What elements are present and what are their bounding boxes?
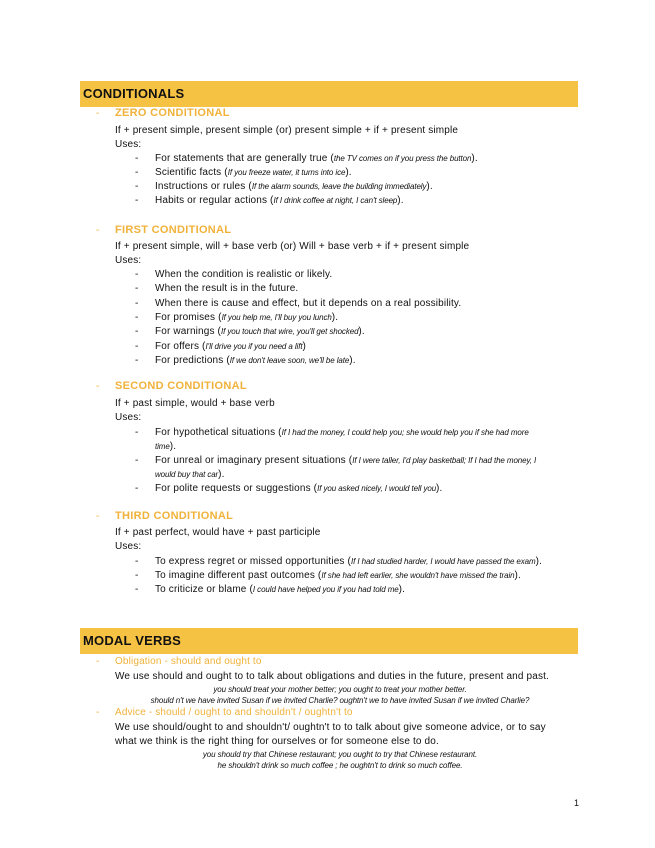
bullet-item: For promises (If you help me, I'll buy you lunch). [155,311,339,323]
advice-title: Advice - should / ought to and shouldn't / oughtn't to [115,707,353,718]
bullet-item: For predictions (If we don't leave soon, we'll be late). [155,354,356,366]
example-text: If I had studied harder, I would have passed the exam [350,557,536,566]
example-text: I'll drive you if you need a lift [205,341,303,351]
third-conditional-title: THIRD CONDITIONAL [115,510,234,522]
second-uses-label: Uses: [115,412,142,423]
obligation-example-2: should n't we have invited Susan if we invited Charlie? oughtn't we to have invited Susan if we invited Charlie? [150,696,530,705]
bullet-dash: - [135,283,139,295]
example-text: If you touch that wire, you'll get shocked [221,327,359,337]
bullet-item: To criticize or blame (I could have helped you if you had told me). [155,584,406,595]
obligation-example-1: you should treat your mother better; you ought to treat your mother better. [213,685,467,694]
zero-formula: If + present simple, present simple (or) present simple + if + present simple [115,125,459,136]
heading-dash: - [96,381,100,392]
second-formula: If + past simple, would + base verb [115,398,275,409]
bullet-dash: - [135,181,139,192]
second-bullet-polite: For polite requests or suggestions (If you asked nicely, I would tell you). [155,483,443,494]
obligation-text: We use should and ought to to talk about obligations and duties in the future, present and past. [115,671,549,682]
bullet-item: Scientific facts (If you freeze water, it turns into ice). [155,167,352,178]
example-text: If I had the money, I could help you; she would help you if she had more [281,428,529,437]
zero-uses-label: Uses: [115,139,142,150]
bullet-dash: - [135,297,139,309]
second-bullet-hypothetical-cont: time). [155,441,177,452]
example-text: I could have helped you if you had told me [252,585,399,594]
second-bullet-hypothetical: For hypothetical situations (If I had the money, I could help you; she would help you if she had more [155,427,529,438]
example-text: If I drink coffee at night, I can't sleep [273,196,398,205]
page-number: 1 [574,798,580,808]
advice-example-2: he shouldn't drink so much coffee ; he oughtn't to drink so much coffee. [217,761,463,770]
example-text: If the alarm sounds, leave the building immediately [251,182,427,191]
second-conditional-title: SECOND CONDITIONAL [115,380,247,392]
heading-dash: - [96,225,100,236]
bullet-dash: - [135,483,139,494]
third-uses-label: Uses: [115,541,142,552]
heading-dash: - [96,511,100,522]
bullet-dash: - [135,455,139,466]
example-text: If you asked nicely, I would tell you [317,484,437,493]
first-conditional-title: FIRST CONDITIONAL [115,224,232,236]
zero-conditional-title: ZERO CONDITIONAL [115,107,230,119]
bullet-dash: - [135,584,139,595]
heading-dash: - [96,707,100,718]
advice-text-2: what we think is the right thing for ourselves or for someone else to do. [115,736,439,747]
example-text: If I were taller, I'd play basketball; If I had the money, I [352,456,537,465]
section-header-conditionals: CONDITIONALS [80,81,578,107]
bullet-dash: - [135,340,139,352]
example-text: the TV comes on if you press the button [333,154,472,163]
third-formula: If + past perfect, would have + past participle [115,527,321,538]
bullet-item: Habits or regular actions (If I drink coffee at night, I can't sleep). [155,195,404,206]
second-bullet-unreal: For unreal or imaginary present situations (If I were taller, I'd play basketball; If I had the money, I [155,455,537,466]
example-text: would buy that car [155,470,219,479]
bullet-dash: - [135,195,139,206]
bullet-item: For warnings (If you touch that wire, you'll get shocked). [155,326,365,338]
bullet-dash: - [135,311,139,323]
bullet-item: For statements that are generally true (the TV comes on if you press the button). [155,153,478,164]
bullet-item: Instructions or rules (If the alarm sounds, leave the building immediately). [155,181,433,192]
second-bullet-unreal-cont: would buy that car). [155,469,225,480]
obligation-title: Obligation - should and ought to [115,656,262,667]
example-text: time [155,442,170,451]
bullet-dash: - [135,326,139,338]
bullet-dash: - [135,167,139,178]
bullet-dash: - [135,269,139,280]
bullet-item: To express regret or missed opportunities (If I had studied harder, I would have passed the exam). [155,556,543,567]
bullet-item: When there is cause and effect, but it depends on a real possibility. [155,297,462,309]
heading-dash: - [96,108,100,119]
bullet-dash: - [135,556,139,567]
advice-example-1: you should try that Chinese restaurant; you ought to try that Chinese restaurant. [202,750,478,759]
bullet-item: To imagine different past outcomes (If she had left earlier, she wouldn't have missed the train). [155,570,521,581]
advice-text-1: We use should/ought to and shouldn't/ oughtn't to to talk about give someone advice, or to say [115,722,546,733]
heading-dash: - [96,656,100,667]
bullet-dash: - [135,570,139,581]
example-text: If she had left earlier, she wouldn't have missed the train [321,571,515,580]
bullet-dash: - [135,427,139,438]
section-header-modal-verbs: MODAL VERBS [80,628,578,654]
first-uses-label: Uses: [115,255,142,266]
bullet-item: For offers (I'll drive you if you need a lift) [155,340,306,352]
example-text: If you help me, I'll buy you lunch [221,312,332,322]
bullet-item: When the condition is realistic or likely. [155,269,333,280]
bullet-dash: - [135,354,139,366]
first-formula: If + present simple, will + base verb (or) Will + base verb + if + present simple [115,241,470,252]
bullet-item: When the result is in the future. [155,283,299,295]
example-text: If we don't leave soon, we'll be late [229,355,350,365]
bullet-dash: - [135,153,139,164]
example-text: If you freeze water, it turns into ice [227,168,346,177]
